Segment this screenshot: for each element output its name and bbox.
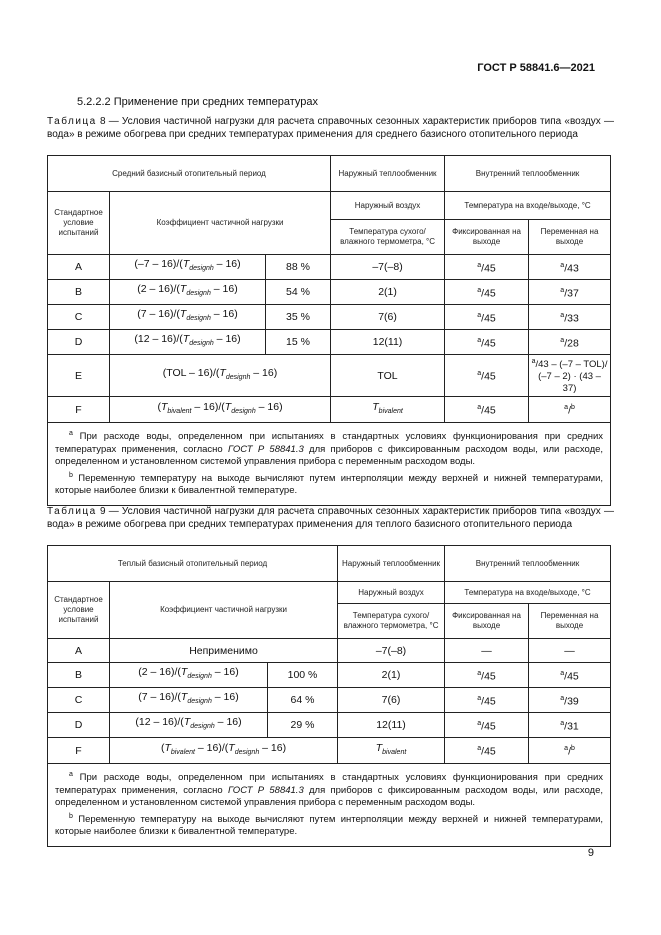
cell-formula: $(TOL - 16)/(T_{designh} - 16)$ [110, 355, 331, 397]
cell-percent: 54 % [266, 280, 331, 305]
cell-outdoor-air: TOL [331, 355, 445, 397]
t8-header-outdoor-air: Наружный воздух [331, 192, 445, 220]
table-row [48, 330, 611, 355]
cell-variable: $^a$/39 [529, 688, 611, 713]
table-row [48, 255, 611, 280]
table8-caption-label: Таблица [47, 116, 97, 127]
cell-outdoor-air: $T_{bivalent}$ [338, 738, 445, 764]
cell-condition: E [48, 355, 110, 397]
cell-variable: $^a$/33 [529, 305, 611, 330]
cell-condition: B [48, 663, 110, 688]
cell-outdoor-air: –7(–8) [331, 255, 445, 280]
cell-condition: D [48, 330, 110, 355]
cell-condition: C [48, 688, 110, 713]
t9-header-fixed: Фиксированная на выходе [445, 604, 529, 639]
page-number: 9 [587, 847, 594, 859]
cell-condition: A [48, 639, 110, 663]
cell-condition: D [48, 713, 110, 738]
table8 [47, 155, 611, 506]
table-row [48, 663, 611, 688]
cell-variable: $^a$/37 [529, 280, 611, 305]
table9-caption-label: Таблица [47, 506, 97, 517]
table8-notes [48, 423, 611, 506]
cell-formula: $(T_{bivalent} - 16)/(T_{designh} - 16)$ [110, 738, 338, 764]
cell-formula: $(2 - 16)/(T_{designh} - 16)$ [110, 663, 268, 688]
cell-formula: $(T_{bivalent} - 16)/(T_{designh} - 16)$ [110, 397, 331, 423]
cell-fixed: — [445, 639, 529, 663]
section-title: 5.2.2.2 Применение при средних температурах [77, 96, 319, 108]
cell-percent: 35 % [266, 305, 331, 330]
cell-variable: $^a$/43 – (–7 – TOL)/ (–7 – 2) · (43 – 37) [529, 355, 611, 397]
cell-outdoor-air: 12(11) [331, 330, 445, 355]
cell-fixed: $^a$/45 [445, 280, 529, 305]
t9-header-dry-wet: Температура сухого/ влажного термометра, °С [338, 604, 445, 639]
cell-outdoor-air: 2(1) [331, 280, 445, 305]
cell-formula: $(2 - 16)/(T_{designh} - 16)$ [110, 280, 266, 305]
cell-fixed: $^a$/45 [445, 397, 529, 423]
table-row [48, 713, 611, 738]
cell-formula: $(12 - 16)/(T_{designh} - 16)$ [110, 713, 268, 738]
table9-notes [48, 764, 611, 847]
cell-fixed: $^a$/45 [445, 713, 529, 738]
cell-variable: $^a$/45 [529, 663, 611, 688]
cell-variable: — [529, 639, 611, 663]
t9-header-indoor-hx: Внутренний теплообменник [445, 546, 611, 582]
table9 [47, 545, 611, 847]
cell-variable: $^a$/31 [529, 713, 611, 738]
cell-condition: F [48, 397, 110, 423]
t8-header-outdoor-hx: Наружный теплообменник [331, 156, 445, 192]
table9-caption [47, 505, 614, 531]
table-row [48, 639, 611, 663]
table8-caption-text: — Условия частичной нагрузки для расчета справочных сезонных характеристик приборов типа «воздух — вода» в режиме обогрева при средних температурах применения для среднего базисного отопительного периода [47, 116, 615, 140]
t9-header-outdoor-hx: Наружный теплообменник [338, 546, 445, 582]
note-b: $^b$ Переменную температуру на выходе вычисляют путем интерполяции между верхней и нижней температурами, которые наиболее близки к бивалентной температуре. [55, 812, 604, 838]
cell-outdoor-air: 12(11) [338, 713, 445, 738]
table8-caption [47, 115, 614, 141]
t8-header-temp-in-out: Температура на входе/выходе, °С [445, 192, 611, 220]
note-a: $^a$ При расходе воды, определенном при испытаниях в стандартных условиях функционирования при средних температурах применения, согласно ГОСТ Р 58841.3 для приборов с фиксированным расходом воды, или расходе, определенном и установленном системой управления прибора с переменным расходом воды. [55, 430, 604, 468]
t8-header-dry-wet: Температура сухого/ влажного термометра, °С [331, 220, 445, 255]
cell-percent: 29 % [268, 713, 338, 738]
cell-condition: B [48, 280, 110, 305]
cell-condition: F [48, 738, 110, 764]
cell-fixed: $^a$/45 [445, 738, 529, 764]
cell-fixed: $^a$/45 [445, 305, 529, 330]
t9-header-variable: Переменная на выходе [529, 604, 611, 639]
cell-fixed: $^a$/45 [445, 688, 529, 713]
cell-outdoor-air: 7(6) [331, 305, 445, 330]
t9-header-period: Теплый базисный отопительный период [48, 546, 338, 582]
cell-condition: A [48, 255, 110, 280]
cell-outdoor-air: 2(1) [338, 663, 445, 688]
table8-caption-number: 8 [99, 116, 106, 127]
table-row [48, 305, 611, 330]
cell-percent: 64 % [268, 688, 338, 713]
cell-percent: 88 % [266, 255, 331, 280]
note-b: $^b$ Переменную температуру на выходе вычисляют путем интерполяции между верхней и нижней температурами, которые наиболее близки к бивалентной температуре. [55, 471, 604, 497]
cell-variable: $^a$/$^b$ [529, 397, 611, 423]
cell-outdoor-air: 7(6) [338, 688, 445, 713]
table-row [48, 355, 611, 397]
table-row [48, 738, 611, 764]
t8-header-conditions: Стандартное условие испытаний [48, 192, 110, 255]
table-row [48, 280, 611, 305]
cell-variable: $^a$/43 [529, 255, 611, 280]
t8-header-period: Средний базисный отопительный период [48, 156, 331, 192]
table-row [48, 688, 611, 713]
table9-caption-text: — Условия частичной нагрузки для расчета справочных сезонных характеристик приборов типа «воздух — вода» в режиме обогрева при средних температурах применения для теплого базисного отопительного периода [47, 506, 615, 530]
cell-variable: $^a$/28 [529, 330, 611, 355]
cell-outdoor-air: $T_{bivalent}$ [331, 397, 445, 423]
document-id: ГОСТ Р 58841.6—2021 [477, 62, 595, 74]
cell-formula: $(12 - 16)/(T_{designh} - 16)$ [110, 330, 266, 355]
t8-header-coefficient: Коэффициент частичной нагрузки [110, 192, 331, 255]
table9-caption-number: 9 [99, 506, 106, 517]
t9-header-conditions: Стандартное условие испытаний [48, 582, 110, 639]
t9-header-coefficient: Коэффициент частичной нагрузки [110, 582, 338, 639]
t8-header-variable: Переменная на выходе [529, 220, 611, 255]
t8-header-fixed: Фиксированная на выходе [445, 220, 529, 255]
note-a: $^a$ При расходе воды, определенном при испытаниях в стандартных условиях функционирования при средних температурах применения, согласно ГОСТ Р 58841.3 для приборов с фиксированным расходом воды, или расходе, определенном и установленном системой управления прибора с переменным расходом воды. [55, 771, 604, 809]
cell-variable: $^a$/$^b$ [529, 738, 611, 764]
t8-header-indoor-hx: Внутренний теплообменник [445, 156, 611, 192]
cell-fixed: $^a$/45 [445, 255, 529, 280]
cell-formula: $(7 - 16)/(T_{designh} - 16)$ [110, 688, 268, 713]
cell-fixed: $^a$/45 [445, 663, 529, 688]
cell-percent: 15 % [266, 330, 331, 355]
cell-fixed: $^a$/45 [445, 330, 529, 355]
cell-formula: $(-7 - 16)/(T_{designh} - 16)$ [110, 255, 266, 280]
t9-header-temp-in-out: Температура на входе/выходе, °С [445, 582, 611, 604]
cell-formula: Неприменимо [110, 639, 338, 663]
cell-fixed: $^a$/45 [445, 355, 529, 397]
cell-condition: C [48, 305, 110, 330]
cell-outdoor-air: –7(–8) [338, 639, 445, 663]
t9-header-outdoor-air: Наружный воздух [338, 582, 445, 604]
table-row [48, 397, 611, 423]
cell-formula: $(7 - 16)/(T_{designh} - 16)$ [110, 305, 266, 330]
cell-percent: 100 % [268, 663, 338, 688]
